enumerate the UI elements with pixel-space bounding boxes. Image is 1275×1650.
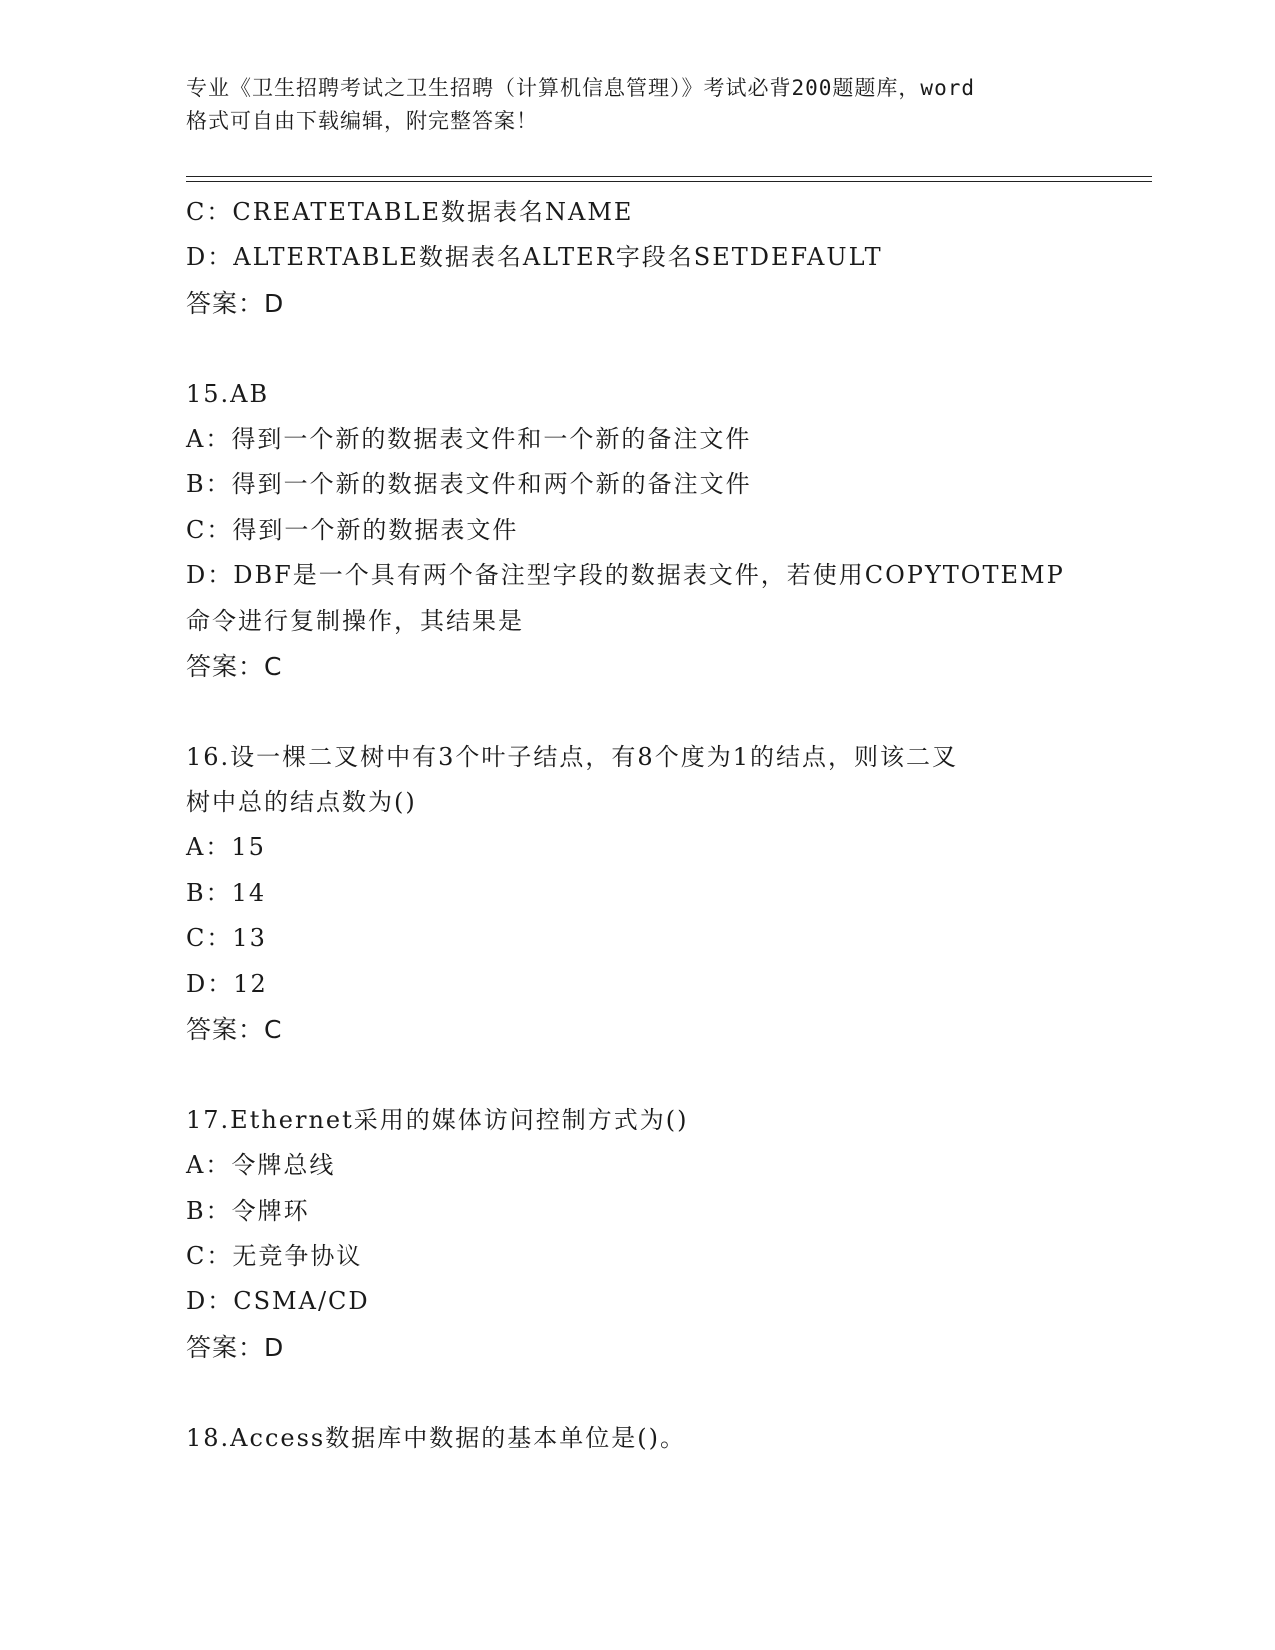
document-header: [186, 72, 1086, 138]
question-title-line-1: 16.设一棵二叉树中有3个叶子结点，有8个度为1的结点，则该二叉: [186, 742, 958, 771]
option-a: A：得到一个新的数据表文件和一个新的备注文件: [186, 424, 752, 453]
question-18: [186, 1416, 1086, 1461]
option-d-line-2: 命令进行复制操作，其结果是: [186, 606, 524, 635]
header-divider-bottom: [186, 181, 1152, 182]
question-title: 18.Access数据库中数据的基本单位是()。: [186, 1423, 686, 1452]
question-15: [186, 372, 1086, 690]
option-d-line-1: D：DBF是一个具有两个备注型字段的数据表文件，若使用COPYTOTEMP: [186, 561, 1065, 590]
question-17: [186, 1098, 1086, 1370]
question-14: [186, 190, 1086, 326]
option-a: A：令牌总线: [186, 1151, 336, 1180]
header-line-1: 专业《卫生招聘考试之卫生招聘（计算机信息管理）》考试必背200题题库，word: [186, 76, 975, 100]
header-line-2: 格式可自由下载编辑，附完整答案！: [186, 109, 538, 133]
answer-line: 答案：C: [186, 1015, 283, 1045]
answer-line: 答案：C: [186, 651, 283, 681]
option-c: C：13: [186, 924, 267, 953]
question-title-line-2: 树中总的结点数为(): [186, 788, 417, 817]
option-c: C：得到一个新的数据表文件: [186, 515, 519, 544]
answer-line: 答案：D: [186, 288, 285, 318]
question-list: [186, 190, 1086, 1461]
option-b: B：14: [186, 878, 267, 907]
option-b: B：令牌环: [186, 1196, 310, 1225]
option-c: C：无竞争协议: [186, 1241, 363, 1270]
option-b: B：得到一个新的数据表文件和两个新的备注文件: [186, 470, 752, 499]
option-d: D：12: [186, 969, 268, 998]
question-title: 15.AB: [186, 379, 270, 408]
question-16: [186, 735, 1086, 1053]
option-a: A：15: [186, 833, 266, 862]
answer-line: 答案：D: [186, 1332, 285, 1362]
option-c: C：CREATETABLE数据表名NAME: [186, 198, 634, 226]
question-title: 17.Ethernet采用的媒体访问控制方式为(): [186, 1105, 689, 1134]
header-divider-top: [186, 176, 1152, 177]
option-d: D：ALTERTABLE数据表名ALTER字段名SETDEFAULT: [186, 243, 883, 272]
option-d: D：CSMA/CD: [186, 1287, 370, 1316]
